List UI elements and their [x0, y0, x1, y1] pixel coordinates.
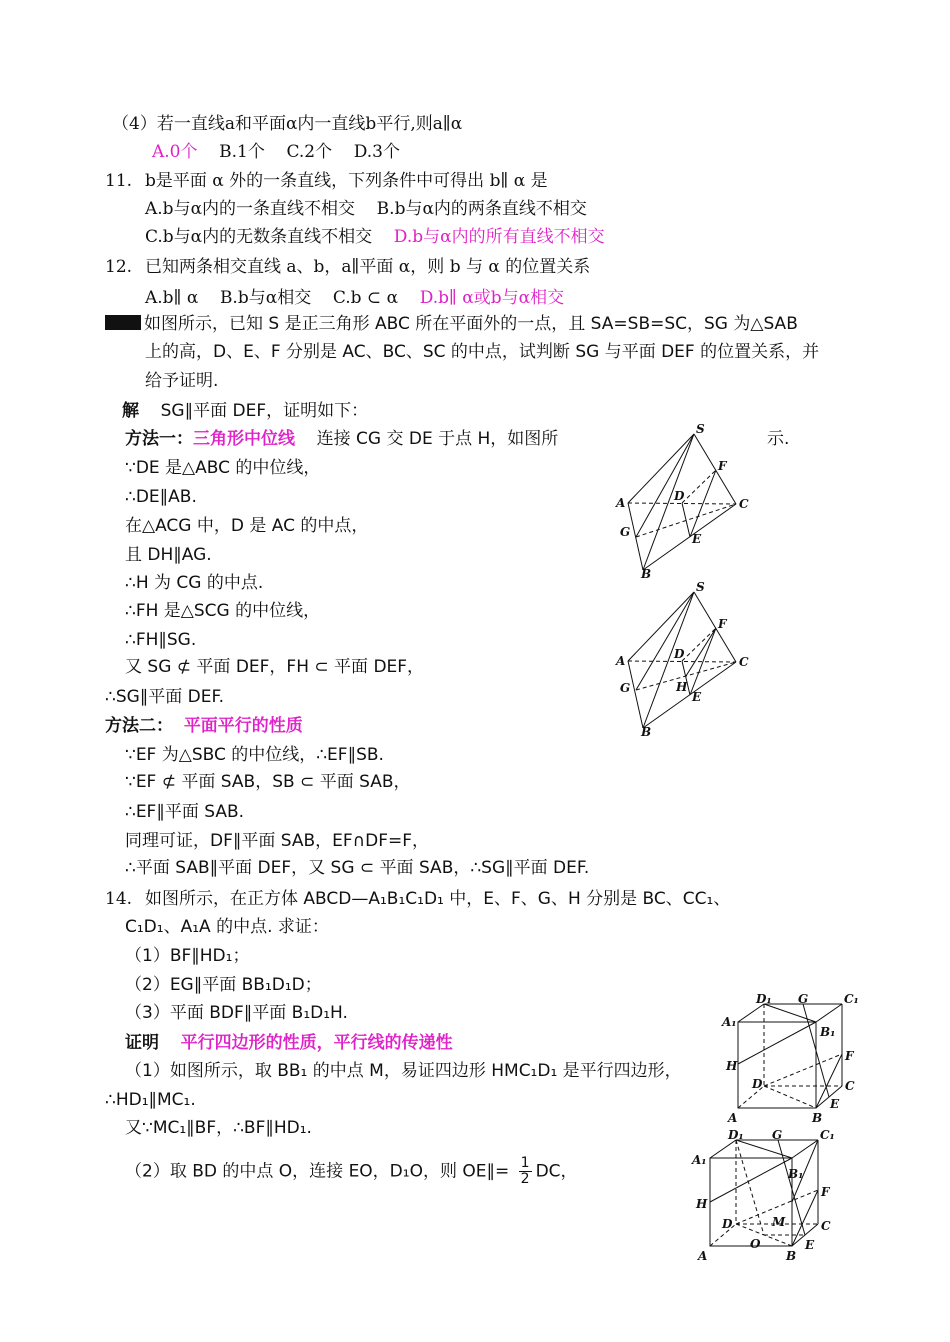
- method1-heading: [125, 428, 558, 450]
- label-G: G: [798, 994, 809, 1006]
- label-O: O: [750, 1237, 761, 1251]
- method2-heading: [105, 715, 303, 737]
- redaction-block: [105, 315, 141, 330]
- method2-step: ∴EF∥平面 SAB.: [125, 802, 245, 822]
- label-E: E: [805, 1238, 815, 1252]
- q14-proof-line-frac: [125, 1156, 578, 1187]
- label-A1: A₁: [722, 1015, 737, 1029]
- label-G: G: [620, 681, 631, 695]
- method1-step: ∴DE∥AB.: [125, 487, 197, 507]
- label-F: F: [718, 617, 727, 631]
- q10-option-d: D.3个: [353, 142, 400, 162]
- label-D1: D₁: [756, 994, 772, 1006]
- q14-line1: 如图所示，在正方体 ABCD—A₁B₁C₁D₁ 中，E、F、G、H 分别是 BC、CC₁、: [145, 889, 731, 909]
- q12-option-c: C.b ⊂ α: [332, 288, 399, 308]
- method1-step: 又 SG ⊄ 平面 DEF，FH ⊂ 平面 DEF，: [125, 657, 425, 677]
- q14-line2: C₁D₁、A₁A 的中点. 求证：: [125, 917, 329, 937]
- q11-option-c: C.b与α内的无数条直线不相交: [145, 227, 373, 247]
- method1-title: 三角形中位线: [193, 429, 295, 449]
- q11-options-row1: [145, 198, 587, 220]
- fraction-numerator: 1: [520, 1155, 530, 1171]
- cube-figure-1: [718, 994, 860, 1128]
- q11-option-b: B.b与α内的两条直线不相交: [376, 199, 587, 219]
- label-C: C: [739, 497, 749, 511]
- method1-tail: 示.: [767, 429, 790, 449]
- proof-title: 平行四边形的性质，平行线的传递性: [180, 1033, 453, 1053]
- label-A: A: [616, 496, 626, 510]
- q14-proof-line: ∴HD₁∥MC₁.: [105, 1090, 196, 1110]
- label-A: A: [728, 1111, 738, 1125]
- method2-step: ∴平面 SAB∥平面 DEF，又 SG ⊂ 平面 SAB，∴SG∥平面 DEF.: [125, 858, 590, 878]
- label-F: F: [845, 1049, 854, 1063]
- q12-option-a: A.b∥ α: [145, 288, 199, 308]
- method1-step: ∵DE 是△ABC 的中位线，: [125, 458, 321, 478]
- label-B: B: [812, 1111, 823, 1125]
- label-B1: B₁: [788, 1167, 804, 1181]
- tetrahedron-figure-2: [608, 578, 753, 740]
- method1-label: 方法一：: [125, 429, 193, 449]
- method2-label: 方法二：: [105, 716, 173, 736]
- q13-line1-text: 如图所示，已知 S 是正三角形 ABC 所在平面外的一点，且 SA=SB=SC，SG 为△SAB: [144, 314, 798, 334]
- label-G: G: [620, 525, 631, 539]
- q14-proof-heading: [125, 1032, 453, 1054]
- label-H: H: [676, 680, 688, 694]
- q14-item: （2）EG∥平面 BB₁D₁D；: [125, 975, 322, 995]
- label-C: C: [821, 1219, 831, 1233]
- q11-stem: b是平面 α 外的一条直线，下列条件中可得出 b∥ α 是: [145, 171, 548, 191]
- q12-options: [145, 287, 564, 309]
- label-C1: C₁: [844, 994, 859, 1006]
- q11-option-d: D.b与α内的所有直线不相交: [393, 227, 605, 247]
- q13-line2: 上的高，D、E、F 分别是 AC、BC、SC 的中点，试判断 SG 与平面 DEF 的位置关系，并: [145, 342, 820, 362]
- proof-text-a: （2）取 BD 的中点 O，连接 EO，D₁O，则 OE: [125, 1161, 487, 1182]
- method2-step: ∵EF ⊄ 平面 SAB，SB ⊂ 平面 SAB，: [125, 772, 411, 792]
- solution-label: 解: [122, 401, 139, 421]
- proof-label: 证明: [125, 1033, 159, 1053]
- q14-proof-line: （1）如图所示，取 BB₁ 的中点 M，易证四边形 HMC₁D₁ 是平行四边形，: [125, 1061, 682, 1081]
- q13-line3: 给予证明.: [145, 371, 219, 391]
- q14-number: 14.: [105, 889, 133, 909]
- parallel-equal-symbol: ∥=: [486, 1161, 510, 1182]
- label-D: D: [674, 489, 685, 503]
- q11-options-row2: [145, 226, 605, 248]
- q11-number: 11.: [105, 171, 133, 191]
- label-B1: B₁: [820, 1025, 836, 1039]
- q10-item4: （4）若一直线a和平面α内一直线b平行,则a∥α: [112, 114, 463, 134]
- label-F: F: [718, 459, 727, 473]
- label-B: B: [641, 725, 652, 739]
- method2-step: ∵EF 为△SBC 的中位线，∴EF∥SB.: [125, 745, 384, 765]
- label-M: M: [772, 1215, 786, 1229]
- q10-option-a: A.0个: [152, 142, 198, 162]
- method2-step: 同理可证，DF∥平面 SAB，EF∩DF=F，: [125, 831, 430, 851]
- label-D: D: [752, 1077, 763, 1091]
- q14-item: （1）BF∥HD₁；: [125, 946, 250, 966]
- label-F: F: [821, 1185, 830, 1199]
- q14-proof-line: 又∵MC₁∥BF，∴BF∥HD₁.: [125, 1118, 312, 1138]
- label-C: C: [845, 1079, 855, 1093]
- fraction-half: [519, 1156, 532, 1187]
- method1-conclusion: ∴SG∥平面 DEF.: [105, 687, 224, 707]
- label-B: B: [786, 1249, 797, 1263]
- label-S: S: [696, 580, 705, 594]
- q10-options: [152, 141, 400, 163]
- label-B: B: [641, 567, 652, 581]
- q10-option-c: C.2个: [286, 142, 333, 162]
- label-A1: A₁: [692, 1153, 707, 1167]
- q13-line1: [105, 313, 798, 335]
- label-E: E: [692, 532, 702, 546]
- q10-option-b: B.1个: [219, 142, 265, 162]
- q11-option-a: A.b与α内的一条直线不相交: [145, 199, 356, 219]
- solution-claim: SG∥平面 DEF，证明如下：: [160, 401, 369, 421]
- label-E: E: [692, 690, 702, 704]
- fraction-denominator: 2: [520, 1171, 530, 1187]
- method1-step: ∴FH 是△SCG 的中位线，: [125, 601, 321, 621]
- label-G: G: [772, 1130, 783, 1142]
- q12-option-b: B.b与α相交: [219, 288, 312, 308]
- q14-item: （3）平面 BDF∥平面 B₁D₁H.: [125, 1003, 348, 1023]
- method1-step: ∴H 为 CG 的中点.: [125, 573, 264, 593]
- label-D1: D₁: [728, 1130, 744, 1142]
- label-C: C: [739, 655, 749, 669]
- label-A: A: [616, 654, 626, 668]
- proof-text-b: DC，: [535, 1161, 578, 1182]
- q12-option-d: D.b∥ α或b与α相交: [419, 288, 565, 308]
- label-D: D: [722, 1217, 733, 1231]
- label-S: S: [696, 422, 705, 436]
- cube-figure-2: [688, 1130, 838, 1265]
- label-C1: C₁: [820, 1130, 835, 1142]
- label-H: H: [696, 1197, 708, 1211]
- q13-solution: [122, 400, 368, 422]
- method1-step: 在△ACG 中，D 是 AC 的中点，: [125, 516, 369, 536]
- tetrahedron-figure-1: [608, 420, 753, 582]
- label-D: D: [674, 647, 685, 661]
- method2-title: 平面平行的性质: [183, 716, 303, 736]
- method1-step: ∴FH∥SG.: [125, 630, 197, 650]
- q12-number: 12.: [105, 257, 133, 277]
- method1-text: 连接 CG 交 DE 于点 H，如图所: [316, 429, 559, 449]
- q12-stem: 已知两条相交直线 a、b，a∥平面 α，则 b 与 α 的位置关系: [145, 257, 591, 277]
- label-H: H: [726, 1059, 738, 1073]
- method1-step: 且 DH∥AG.: [125, 545, 212, 565]
- label-A: A: [698, 1249, 708, 1263]
- label-E: E: [830, 1097, 840, 1111]
